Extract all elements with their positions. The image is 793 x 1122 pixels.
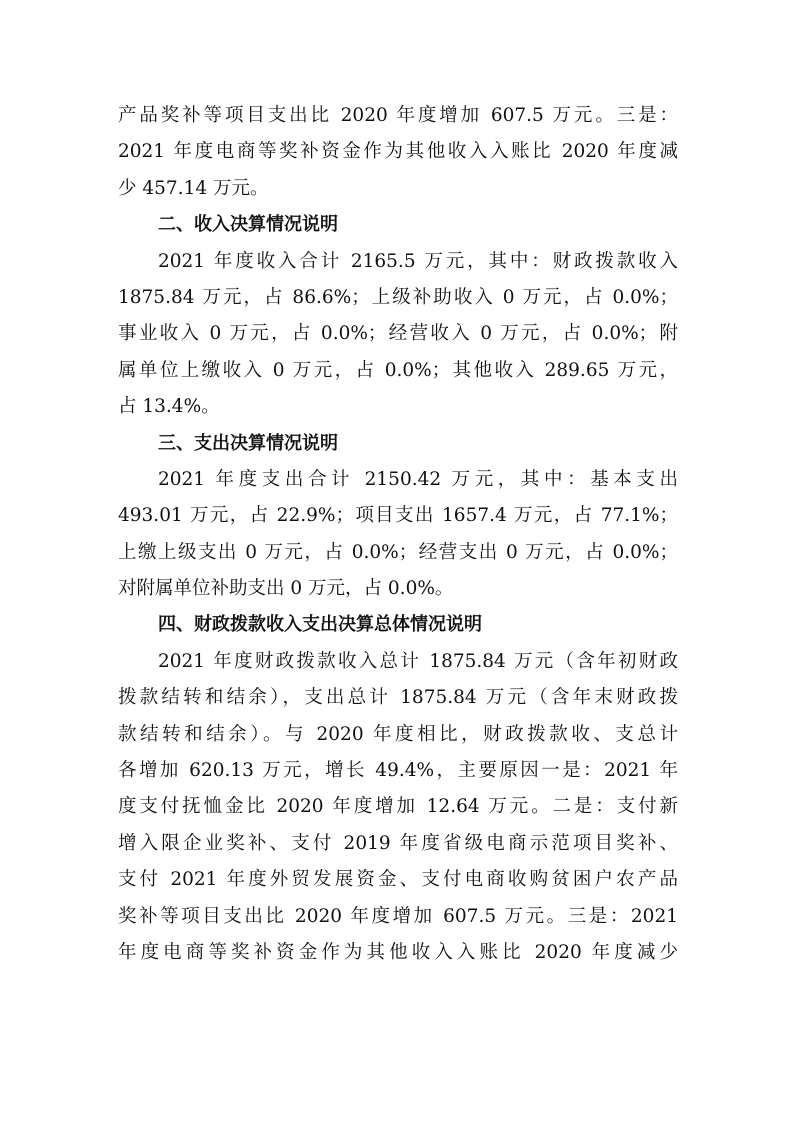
section-heading-fiscal-appropriation: 四、财政拨款收入支出决算总体情况说明 xyxy=(158,614,482,636)
section-heading-income: 二、收入决算情况说明 xyxy=(158,214,338,236)
paragraph-line: 拨款结转和结余），支出总计 1875.84 万元（含年末财政拨 xyxy=(118,687,678,709)
paragraph-line: 2021 年度收入合计 2165.5 万元，其中：财政拨款收入 xyxy=(158,250,678,272)
paragraph-line: 1875.84 万元，占 86.6%；上级补助收入 0 万元，占 0.0%； xyxy=(118,286,678,308)
paragraph-line: 493.01 万元，占 22.9%；项目支出 1657.4 万元，占 77.1%； xyxy=(118,505,678,527)
paragraph-line: 增入限企业奖补、支付 2019 年度省级电商示范项目奖补、 xyxy=(118,832,678,854)
paragraph-line: 事业收入 0 万元，占 0.0%；经营收入 0 万元，占 0.0%；附 xyxy=(118,323,678,345)
paragraph-line: 2021 年度电商等奖补资金作为其他收入入账比 2020 年度减 xyxy=(118,141,678,163)
section-heading-expenditure: 三、支出决算情况说明 xyxy=(158,432,338,454)
paragraph-line: 产品奖补等项目支出比 2020 年度增加 607.5 万元。三是： xyxy=(118,105,678,126)
paragraph-line: 上缴上级支出 0 万元，占 0.0%；经营支出 0 万元，占 0.0%； xyxy=(118,541,678,563)
paragraph-line: 支付 2021 年度外贸发展资金、支付电商收购贫困户农产品 xyxy=(118,869,678,891)
paragraph-line: 占 13.4%。 xyxy=(118,396,220,418)
paragraph-line: 2021 年度财政拨款收入总计 1875.84 万元（含年初财政 xyxy=(158,650,678,672)
paragraph-line: 少 457.14 万元。 xyxy=(118,177,269,199)
paragraph-line: 对附属单位补助支出 0 万元，占 0.0%。 xyxy=(118,578,454,600)
paragraph-line: 款结转和结余）。与 2020 年度相比，财政拨款收、支总计 xyxy=(118,723,678,745)
paragraph-line: 年度电商等奖补资金作为其他收入入账比 2020 年度减少 xyxy=(118,941,678,963)
paragraph-line: 属单位上缴收入 0 万元，占 0.0%；其他收入 289.65 万元， xyxy=(118,359,678,381)
paragraph-line: 各增加 620.13 万元，增长 49.4%，主要原因一是：2021 年 xyxy=(118,760,678,782)
document-page xyxy=(118,98,678,971)
paragraph-line: 奖补等项目支出比 2020 年度增加 607.5 万元。三是：2021 xyxy=(118,905,678,927)
paragraph-line: 2021 年度支出合计 2150.42 万元，其中：基本支出 xyxy=(158,468,678,490)
paragraph-line: 度支付抚恤金比 2020 年度增加 12.64 万元。二是：支付新 xyxy=(118,796,678,818)
